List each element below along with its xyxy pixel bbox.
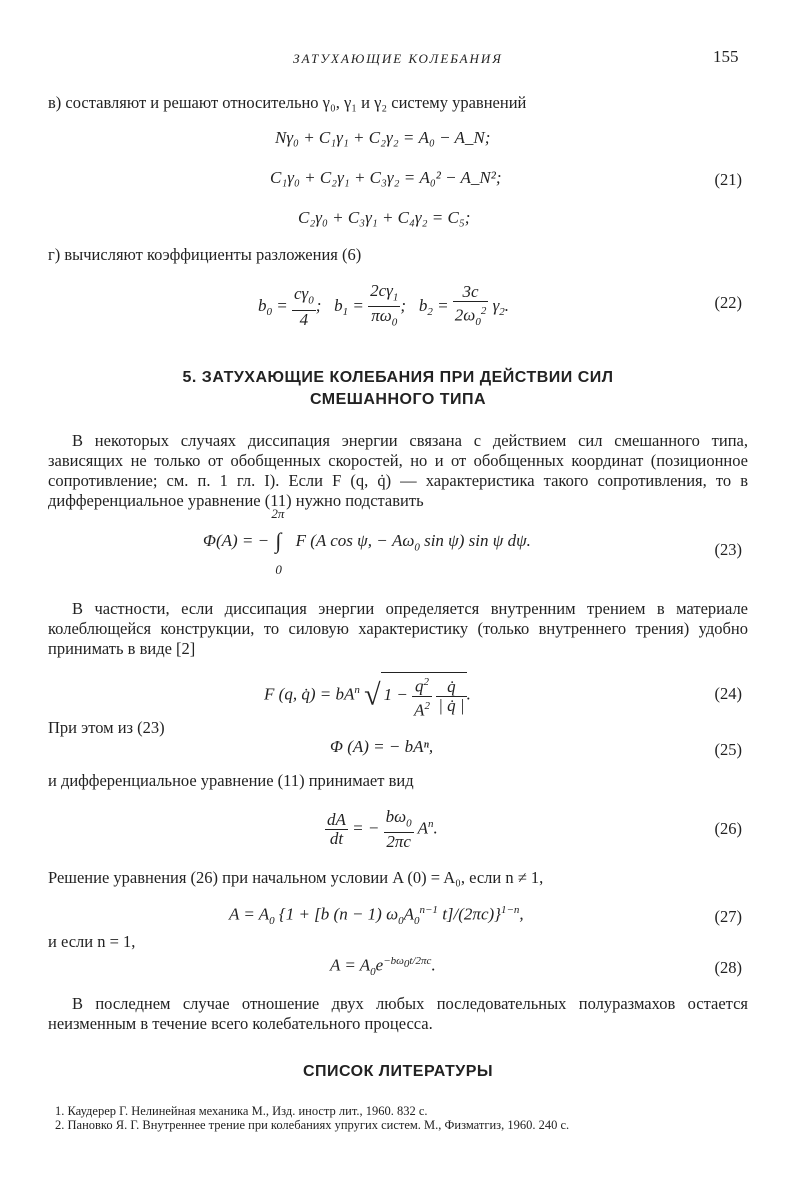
paragraph-5: Решение уравнения (26) при начальном условии A (0) = A₀, если n ≠ 1, — [48, 868, 544, 887]
reference-1: 1. Каудерер Г. Нелинейная механика М., Изд. иностр лит., 1960. 832 с. — [55, 1104, 428, 1118]
eq28: $A = A_0e^{-b\omega_0t/2\pi c}$. — [330, 955, 436, 979]
paragraph-d: г) вычисляют коэффициенты разложения (6) — [48, 245, 362, 264]
eq26: $\frac{dA}{dt}$ = − $\frac{b\omega_0}{2\pi c}$ $A^n$. — [327, 807, 438, 852]
eq21-line2: C₁γ₀ + C₂γ₁ + C₃γ₂ = A₀² − A_N²; — [270, 168, 502, 187]
paragraph-1: В некоторых случаях диссипация энергии связана с действием сил смешанного типа, зависящих не только от обобщенных скоростей, но и от обобщенных координат (позиционное сопротивление; см. п. 1 гл. I). Если F (q, q̇) — характеристика такого сопротивления, то в дифференциальное уравнение (11) нужно подставить — [48, 431, 748, 510]
page-number: 155 — [713, 47, 739, 66]
eq23: Φ(A) = − 2π ∫ 0 F (A cos ψ, − $A\omega_0$ sin ψ) sin ψ dψ. — [203, 506, 531, 577]
section-title-line1: 5. ЗАТУХАЮЩИЕ КОЛЕБАНИЯ ПРИ ДЕЙСТВИИ СИЛ — [182, 369, 614, 386]
eq22-number: (22) — [714, 293, 742, 312]
eq27-number: (27) — [714, 907, 742, 926]
eq23-number: (23) — [714, 540, 742, 559]
section-title-line2: СМЕШАННОГО ТИПА — [309, 391, 487, 408]
paragraph-2: В частности, если диссипация энергии определяется внутренним трением в материале колеблющейся конструкции, то силовую характеристику (только внутреннего трения) удобно принимать в виде [2] — [48, 599, 748, 658]
eq22: $b_0$ = $\frac{c\gamma_0}{4}$ ; $b_1$ = $\frac{2c\gamma_1}{\pi\omega_0}$ ; $b_2$ = $\frac{3c}{2\omega_0^2}$ $\gamma_2$. — [258, 282, 509, 332]
references-title: СПИСОК ЛИТЕРАТУРЫ — [302, 1063, 494, 1080]
eq25-number: (25) — [714, 740, 742, 759]
paragraph-c: в) составляют и решают относительно γ₀, γ₁ и γ₂ систему уравнений — [48, 93, 527, 112]
eq21-line3: C₂γ₀ + C₃γ₁ + C₄γ₂ = C₅; — [298, 208, 471, 227]
paragraph-3: При этом из (23) — [48, 718, 165, 737]
eq21-line1: Nγ₀ + C₁γ₁ + C₂γ₂ = A₀ − A_N; — [275, 128, 491, 147]
running-header: ЗАТУХАЮЩИЕ КОЛЕБАНИЯ — [293, 51, 503, 66]
eq21-number: (21) — [714, 170, 742, 189]
references-list — [55, 1104, 745, 1132]
eq26-number: (26) — [714, 819, 742, 838]
paragraph-7: В последнем случае отношение двух любых последовательных полуразмахов остается неизменным в течение всего колебательного процесса. — [48, 994, 748, 1033]
eq25: Φ (A) = − bAⁿ, — [330, 737, 434, 756]
eq24-number: (24) — [714, 684, 742, 703]
eq28-number: (28) — [714, 958, 742, 977]
eq24: F (q, q̇) = $bA^n$ √ 1 − $\frac{q^2}{A^2}$ $\frac{q̇}{| q̇ |}$ . — [264, 672, 471, 719]
paragraph-4: и дифференциальное уравнение (11) принимает вид — [48, 771, 414, 790]
reference-2: 2. Пановко Я. Г. Внутреннее трение при колебаниях упругих систем. М., Физматгиз, 1960. 240 с. — [55, 1118, 570, 1132]
eq27: $A = A_0$ {1 + [b (n − 1) $\omega_0A_0^{n-1}$ t]/(2πc)}$^{1-n}$, — [229, 904, 524, 928]
paragraph-6: и если n = 1, — [48, 932, 136, 951]
